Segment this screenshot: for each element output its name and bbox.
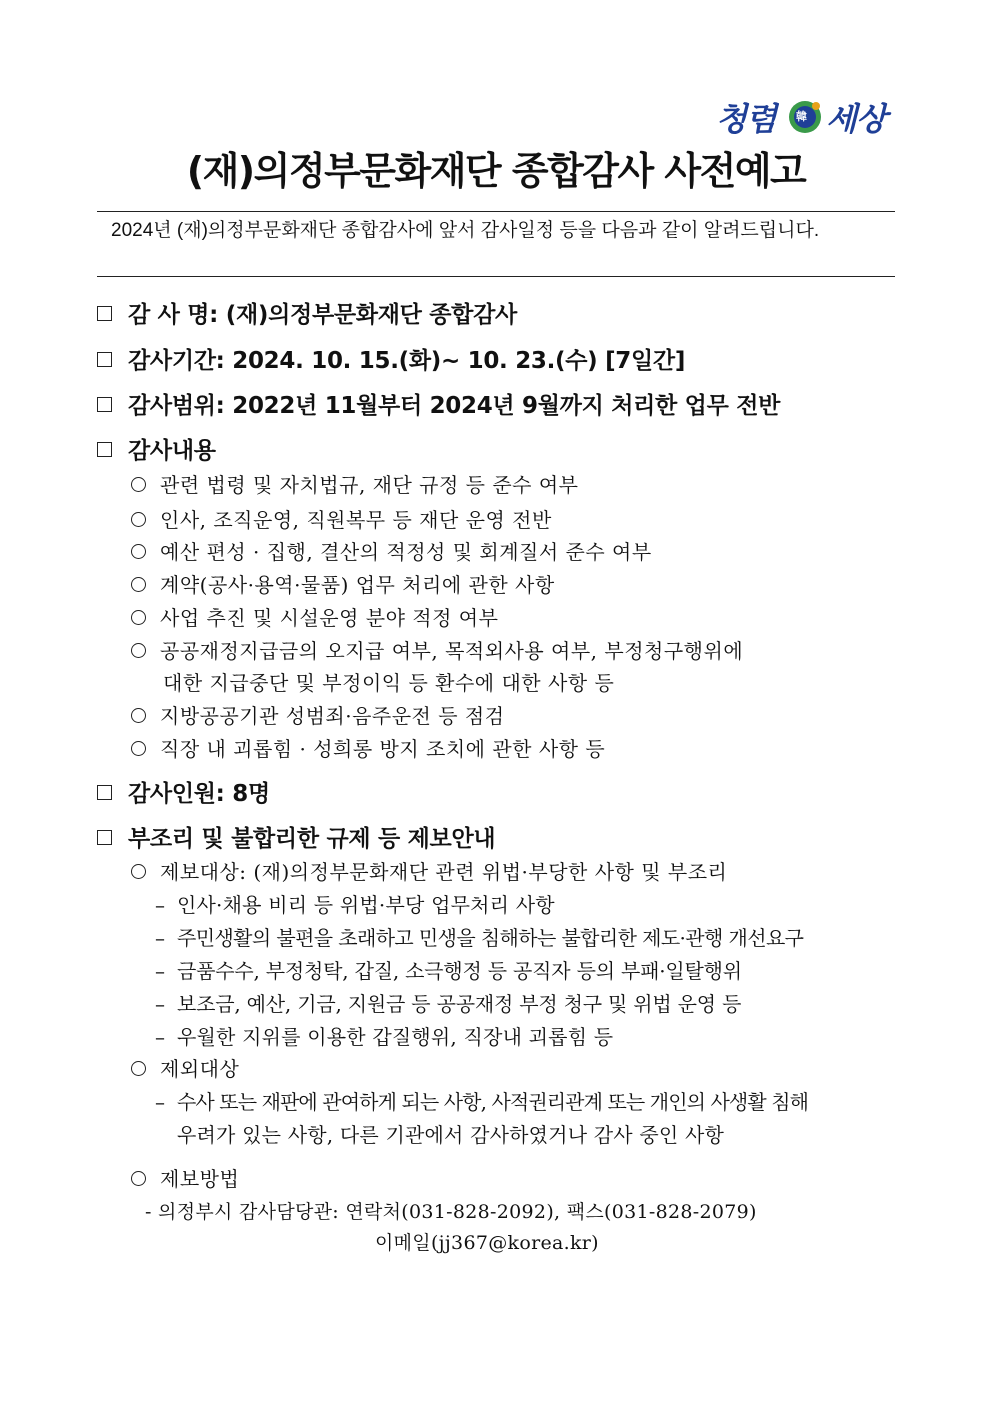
section-audit-content: [97, 432, 216, 465]
checkbox-square-icon: [97, 830, 112, 845]
list-item-text: 계약(공사·용역·물품) 업무 처리에 관한 사항: [160, 573, 555, 597]
list-item: [131, 700, 505, 729]
report-method-contact: - 의정부시 감사담당관: 연락처(031-828-2092), 팩스(031-828-2079): [145, 1201, 757, 1223]
report-target-item: – 인사·채용 비리 등 위법·부당 업무처리 사항: [155, 893, 555, 917]
section-audit-period: [97, 342, 685, 375]
checkbox-square-icon: [97, 352, 112, 367]
list-item: [131, 602, 498, 631]
bullet-circle-icon: [131, 708, 146, 723]
report-exclude-line2: 우려가 있는 사항, 다른 기관에서 감사하였거나 감사 중인 사항: [177, 1123, 725, 1147]
report-target-item: – 보조금, 예산, 기금, 지원금 등 공공재정 부정 청구 및 위법 운영 등: [155, 992, 742, 1016]
report-method-email: 이메일(jj367@korea.kr): [375, 1232, 599, 1254]
list-item: [131, 635, 743, 664]
report-method: [131, 1163, 239, 1192]
bullet-circle-icon: [131, 643, 146, 658]
checkbox-square-icon: [97, 397, 112, 412]
report-exclude-line1: 수사 또는 재판에 관여하게 되는 사항, 사적권리관계 또는 개인의 사생활 침해: [177, 1090, 809, 1114]
list-item-continuation: 대한 지급중단 및 부정이익 등 환수에 대한 사항 등: [163, 671, 615, 695]
report-target-item-text: 우월한 지위를 이용한 갑질행위, 직장내 괴롭힘 등: [177, 1025, 614, 1049]
list-item: [131, 504, 552, 533]
report-exclude-item: – 수사 또는 재판에 관여하게 되는 사항, 사적권리관계 또는 개인의 사생활 침해: [155, 1090, 809, 1114]
bullet-circle-icon: [131, 544, 146, 559]
section-audit-name-text: 감 사 명: (재)의정부문화재단 종합감사: [128, 302, 517, 328]
report-method-label: 제보방법: [160, 1167, 240, 1191]
list-item-text: 직장 내 괴롭힘 · 성희롱 방지 조치에 관한 사항 등: [160, 737, 606, 761]
section-audit-scope: [97, 387, 780, 420]
list-item: [131, 536, 652, 565]
list-item-text: 인사, 조직운영, 직원복무 등 재단 운영 전반: [160, 508, 552, 532]
list-item: [131, 469, 578, 498]
report-target-item-text: 인사·채용 비리 등 위법·부당 업무처리 사항: [177, 893, 555, 917]
report-target-item: – 우월한 지위를 이용한 갑질행위, 직장내 괴롭힘 등: [155, 1025, 614, 1049]
report-target-item-text: 주민생활의 불편을 초래하고 민생을 침해하는 불합리한 제도·관행 개선요구: [177, 926, 804, 950]
page-title: (재)의정부문화재단 종합감사 사전예고: [186, 149, 806, 193]
list-item-text: 지방공공기관 성범죄·음주운전 등 점검: [160, 704, 505, 728]
report-exclude-label: 제외대상: [160, 1057, 240, 1081]
checkbox-square-icon: [97, 306, 112, 321]
section-audit-staff: [97, 775, 270, 808]
list-item-text: 관련 법령 및 자치법규, 재단 규정 등 준수 여부: [160, 473, 579, 497]
bullet-circle-icon: [131, 577, 146, 592]
list-item-text: 사업 추진 및 시설운영 분야 적정 여부: [160, 606, 499, 630]
bullet-circle-icon: [131, 512, 146, 527]
list-item-text: 예산 편성 · 집행, 결산의 적정성 및 회계질서 준수 여부: [160, 540, 652, 564]
logo: [716, 92, 900, 144]
list-item: [131, 733, 605, 762]
bullet-circle-icon: [131, 741, 146, 756]
bullet-circle-icon: [131, 1171, 146, 1186]
section-audit-staff-text: 감사인원: 8명: [128, 781, 270, 807]
report-target-label: 제보대상: (재)의정부문화재단 관련 위법·부당한 사항 및 부조리: [160, 860, 728, 884]
checkbox-square-icon: [97, 785, 112, 800]
section-audit-name: [97, 296, 517, 329]
report-target: [131, 856, 727, 885]
logo-badge-text: 韓: [796, 110, 807, 123]
report-exclude: [131, 1053, 239, 1082]
bullet-circle-icon: [131, 477, 146, 492]
intro-text: 2024년 (재)의정부문화재단 종합감사에 앞서 감사일정 등을 다음과 같이 알려드립니다.: [97, 211, 895, 277]
section-report-guide-title: 부조리 및 불합리한 규제 등 제보안내: [128, 826, 496, 852]
report-target-item: – 주민생활의 불편을 초래하고 민생을 침해하는 불합리한 제도·관행 개선요구: [155, 926, 804, 950]
section-audit-scope-text: 감사범위: 2022년 11월부터 2024년 9월까지 처리한 업무 전반: [128, 393, 781, 419]
bullet-circle-icon: [131, 610, 146, 625]
report-target-item-text: 금품수수, 부정청탁, 갑질, 소극행정 등 공직자 등의 부패·일탈행위: [177, 959, 742, 983]
bullet-circle-icon: [131, 1061, 146, 1076]
checkbox-square-icon: [97, 442, 112, 457]
logo-text-left: 청렴: [716, 100, 776, 138]
list-item-text: 공공재정지급금의 오지급 여부, 목적외사용 여부, 부정청구행위에: [160, 639, 744, 663]
list-item: [131, 569, 555, 598]
section-audit-content-title: 감사내용: [128, 438, 216, 464]
report-target-item-text: 보조금, 예산, 기금, 지원금 등 공공재정 부정 청구 및 위법 운영 등: [177, 992, 742, 1016]
bullet-circle-icon: [131, 864, 146, 879]
logo-text-right: 세상: [826, 100, 886, 138]
section-report-guide: [97, 820, 495, 853]
section-audit-period-text: 감사기간: 2024. 10. 15.(화)~ 10. 23.(수) [7일간]: [128, 348, 686, 374]
report-target-item: – 금품수수, 부정청탁, 갑질, 소극행정 등 공직자 등의 부패·일탈행위: [155, 959, 742, 983]
